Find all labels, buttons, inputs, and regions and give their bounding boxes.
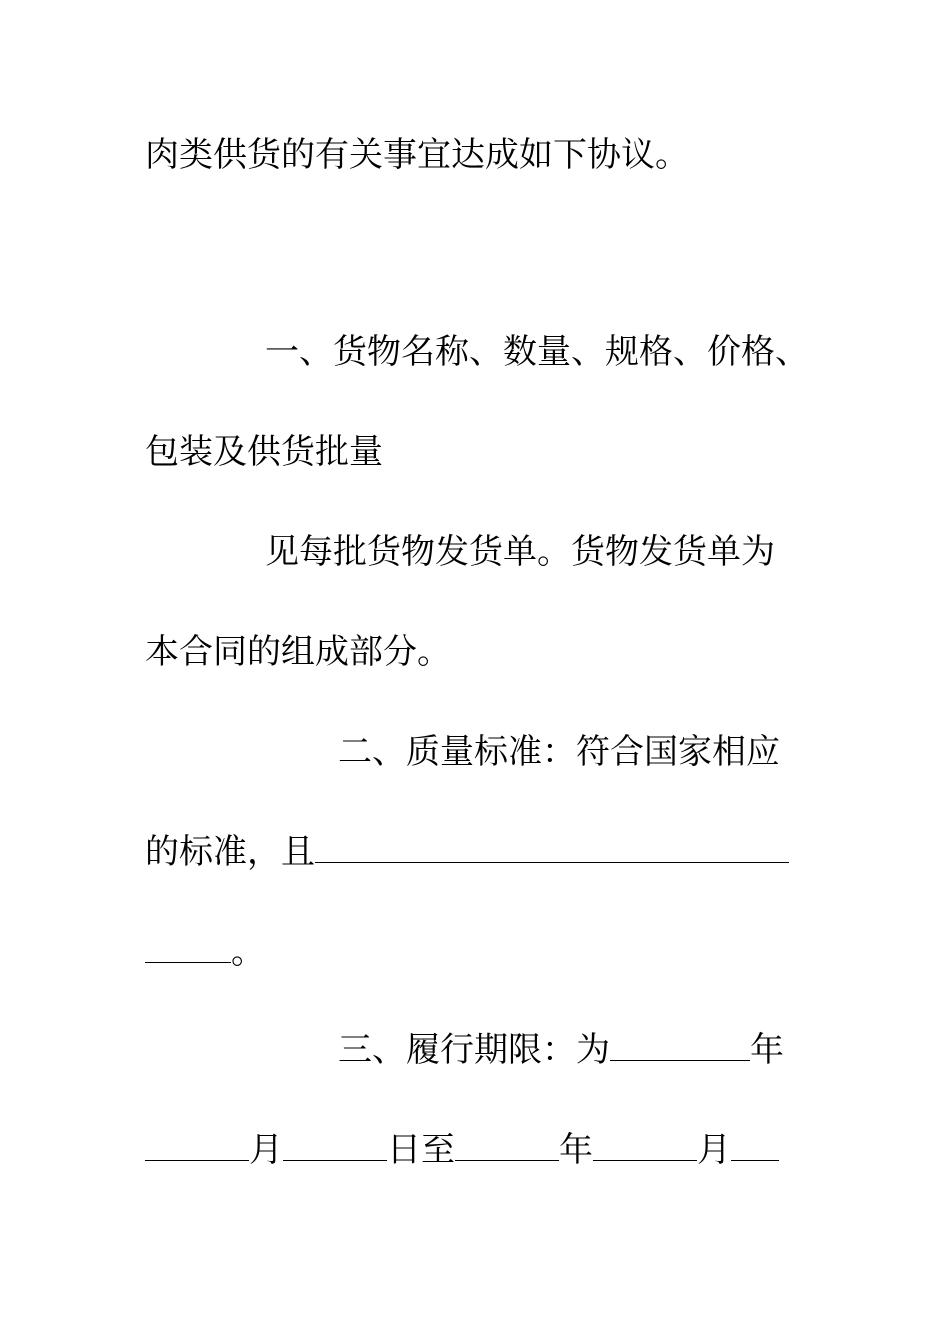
quality-standard-blank-cont[interactable] xyxy=(145,932,231,963)
end-year-blank[interactable] xyxy=(455,1130,559,1161)
section-3-line-1 xyxy=(338,1030,784,1070)
quality-standard-blank[interactable] xyxy=(315,832,789,863)
day-to-label: 日至 xyxy=(387,1130,455,1170)
start-year-blank[interactable] xyxy=(610,1030,750,1061)
section-1-body-line-1 xyxy=(265,532,775,572)
section-2-line-3 xyxy=(145,932,265,972)
end-month-blank[interactable] xyxy=(593,1130,697,1161)
start-month-blank[interactable] xyxy=(145,1130,249,1161)
year-label: 年 xyxy=(750,1030,784,1070)
section-1-body-line-2 xyxy=(145,632,451,672)
end-year-label: 年 xyxy=(559,1130,593,1170)
section-1-body-text: 见每批货物发货单。货物发货单为 xyxy=(265,532,775,572)
text-line-intro xyxy=(145,135,689,175)
section-1-body-text-cont: 本合同的组成部分。 xyxy=(145,632,451,672)
section-2-line-1 xyxy=(338,732,780,772)
period-mark: 。 xyxy=(231,932,265,972)
month-label: 月 xyxy=(249,1130,283,1170)
section-3-line-2 xyxy=(145,1130,779,1170)
section-1-heading-line-1 xyxy=(265,332,809,372)
section-1-heading-text: 一、货物名称、数量、规格、价格、 xyxy=(265,332,809,372)
section-1-heading-text-cont: 包装及供货批量 xyxy=(145,432,383,472)
section-1-heading-line-2 xyxy=(145,432,383,472)
section-2-line-2 xyxy=(145,832,789,872)
section-3-text: 三、履行期限：为 xyxy=(338,1030,610,1070)
intro-text: 肉类供货的有关事宜达成如下协议。 xyxy=(145,135,689,175)
section-2-text-cont: 的标准，且 xyxy=(145,832,315,872)
start-day-blank[interactable] xyxy=(283,1130,387,1161)
end-day-blank[interactable] xyxy=(731,1130,779,1161)
end-month-label: 月 xyxy=(697,1130,731,1170)
section-2-text: 二、质量标准：符合国家相应 xyxy=(338,732,780,772)
